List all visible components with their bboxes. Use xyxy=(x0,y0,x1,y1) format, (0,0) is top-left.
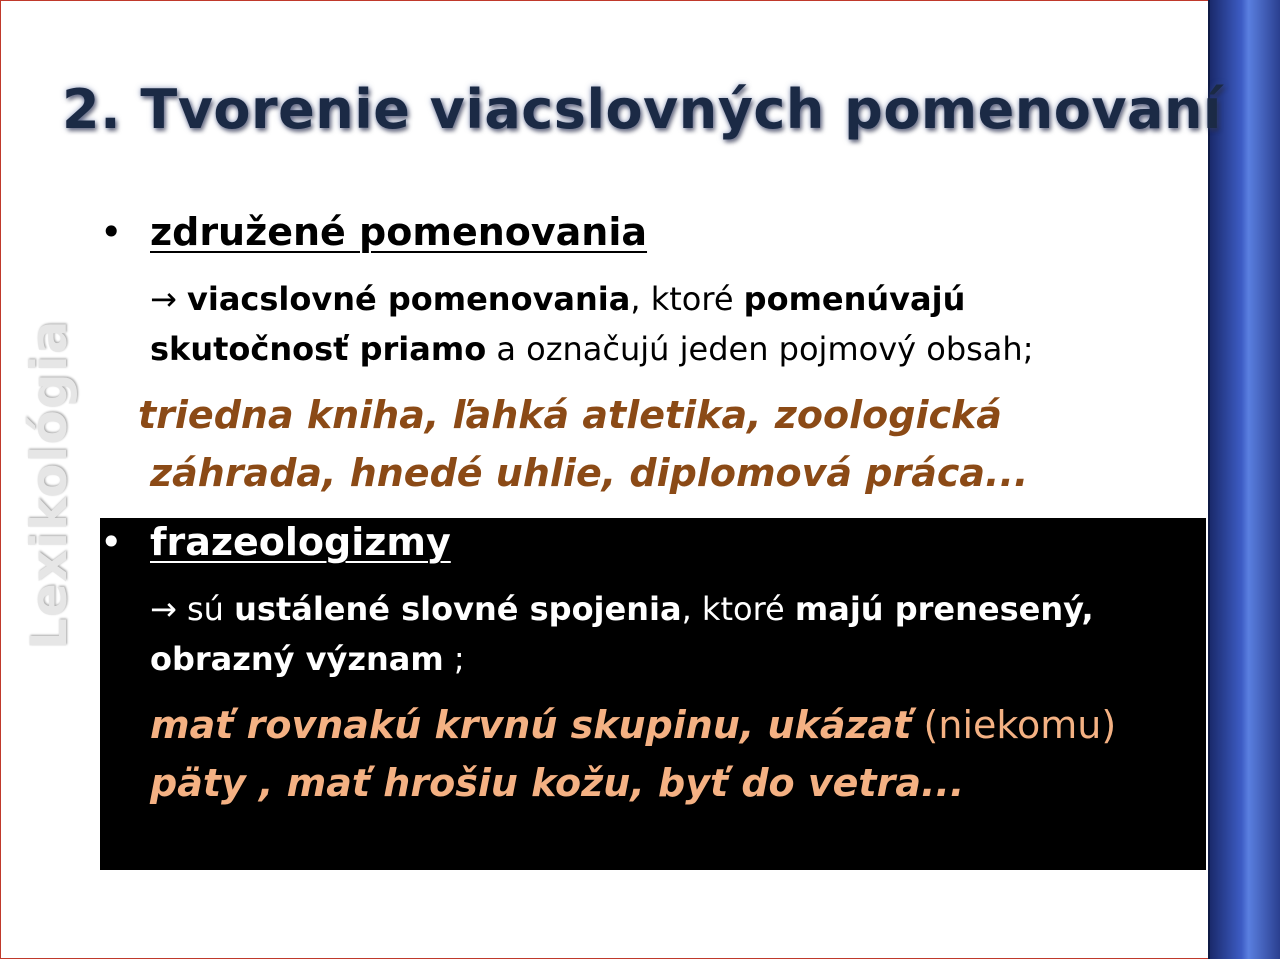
text-span: ; xyxy=(443,640,465,678)
section2-example-line2: päty , mať hrošiu kožu, byť do vetra... xyxy=(150,761,965,805)
term-bold: majú prenesený, xyxy=(794,590,1094,628)
example-bold: mať rovnakú krvnú skupinu, ukázať xyxy=(150,703,912,747)
term-bold: ustálené slovné spojenia xyxy=(234,590,682,628)
section1-description-line1 xyxy=(150,274,965,324)
arrow-icon: → xyxy=(150,590,177,628)
decorative-side-bar xyxy=(1210,0,1280,959)
text-span: , ktoré xyxy=(630,280,744,318)
slide-title: 2. Tvorenie viacslovných pomenovaní xyxy=(62,78,1222,141)
section2-example-line1 xyxy=(150,696,1116,754)
section2-bullet-row xyxy=(100,520,451,564)
section2-heading: frazeologizmy xyxy=(150,520,451,564)
section1-description-line2 xyxy=(150,324,1033,374)
section1-heading: združené pomenovania xyxy=(150,210,648,254)
example-normal: (niekomu) xyxy=(911,703,1117,747)
section1-example-line1: triedna kniha, ľahká atletika, zoologická xyxy=(138,393,1002,437)
text-span: sú xyxy=(176,590,235,628)
text-span: , ktoré xyxy=(681,590,795,628)
term-bold: skutočnosť priamo xyxy=(150,330,487,368)
bullet-dot: • xyxy=(100,210,123,254)
term-bold: pomenúvajú xyxy=(743,280,966,318)
arrow-icon: → xyxy=(150,280,177,318)
term-bold: viacslovné pomenovania xyxy=(186,280,631,318)
section2-description-line1 xyxy=(150,584,1094,634)
section2-description-line2 xyxy=(150,634,465,684)
section1-example-line2: záhrada, hnedé uhlie, diplomová práca... xyxy=(150,451,1029,495)
vertical-side-label: Lexikológia xyxy=(20,319,78,650)
highlight-box xyxy=(100,518,1206,870)
term-bold: obrazný význam xyxy=(150,640,444,678)
bullet-dot: • xyxy=(100,520,123,564)
text-span: a označujú jeden pojmový obsah; xyxy=(486,330,1034,368)
section1-bullet-row xyxy=(100,210,647,254)
